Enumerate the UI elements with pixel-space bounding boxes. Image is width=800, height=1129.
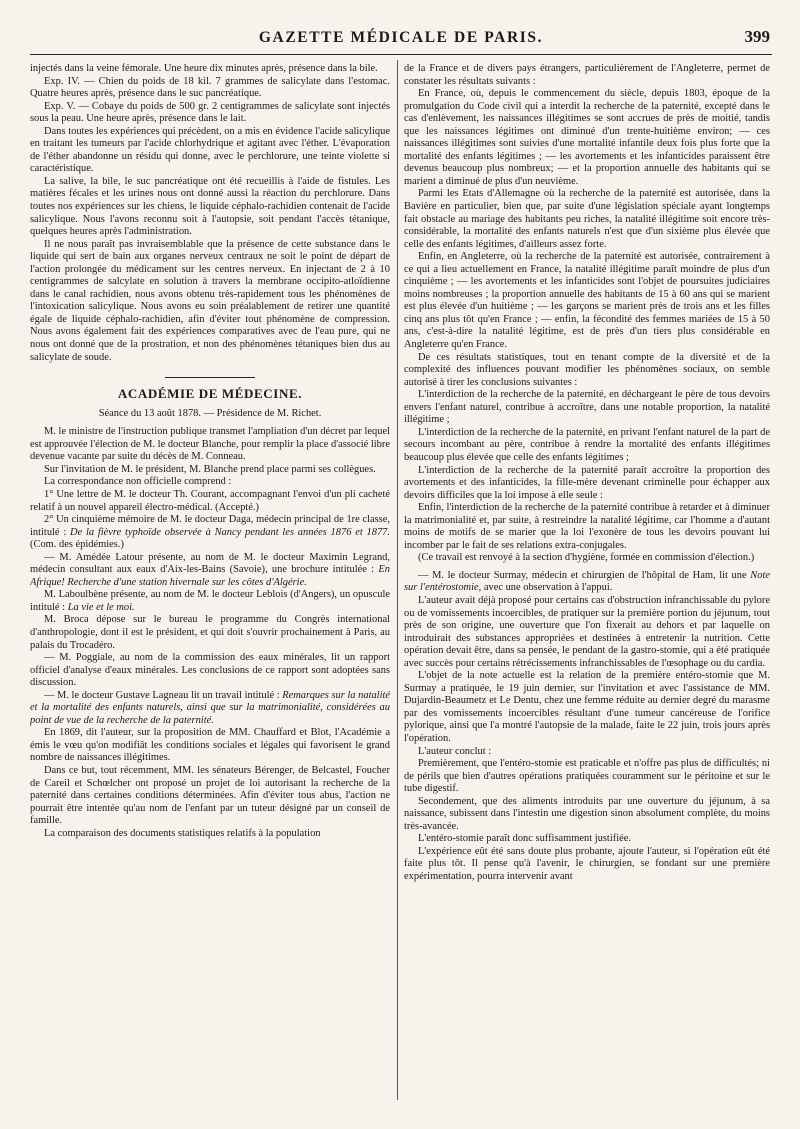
paragraph: De ces résultats statistiques, tout en tenant compte de la diversité et de la complexité des influences pouvant modifier les phénomènes sociaux, on semble autorisé à tirer les conclusions suivantes : [404, 351, 770, 388]
work-title: En Afrique! Recherche d'une station hivernale sur les côtes d'Algérie. [30, 564, 390, 588]
paragraph: L'interdiction de la recherche de la paternité paraît accroître la proportion des avortements et des infanticides, la fille-mère devenant criminelle pour échapper aux devoirs difficiles que la loi impose à elle seule : [404, 464, 770, 501]
paragraph: La comparaison des documents statistiques relatifs à la population [44, 827, 321, 839]
text-run: — M. le docteur Surmay, médecin et chirurgien de l'hôpital de Ham, lit une [418, 569, 751, 581]
paragraph [30, 552, 390, 590]
paragraph: Secondement, que des aliments introduits par une ouverture du jéjunum, à sa naissance, subissent dans l'intestin une digestion sinon absolument complète, du moins très-avancée. [404, 795, 770, 832]
page-header [30, 24, 772, 55]
paragraph [30, 514, 390, 552]
paragraph [404, 570, 770, 595]
paragraph: La salive, la bile, le suc pancréatique ont été recueillis à l'aide de fistules. Les matières fécales et les urines nous ont donné aussi la réaction du perchlorure. Dans toutes nos expériences sur les chiens, le liquide céphalo-rachidien contenait de l'acide salicylique. Nous l'avons reconnu soit à l'autopsie, soit pendant l'accès tétanique, quelques heures après l'administration. [30, 175, 390, 238]
paragraph: L'auteur conclut : [418, 745, 492, 757]
journal-title: GAZETTE MÉDICALE DE PARIS. [258, 29, 544, 46]
paragraph: M. le ministre de l'instruction publique transmet l'ampliation d'un décret par lequel est approuvée l'élection de M. le docteur Blanche, pour remplir la place d'associé libre devenue vacante par suite du décès de M. Conneau. [30, 426, 390, 463]
paragraph: Parmi les Etats d'Allemagne où la recherche de la paternité est autorisée, dans la Bavière en particulier, bien que, par suite d'une législation spéciale ayant longtemps fait obstacle au mariage des habitants peu riches, la natalité illégitime soit encore très-considérable, la mortalité des enfants naturels n'est que d'un sixième plus élevée que celle des enfants légitimes, d'ailleurs assez forte. [404, 188, 770, 250]
text-run: — M. le docteur Gustave Lagneau lit un travail intitulé : [44, 689, 283, 701]
paragraph: Dans toutes les expériences qui précèdent, on a mis en évidence l'acide salicylique en traitant les tumeurs par l'acide chlorhydrique et agitant avec l'éther. L'évaporation de l'éther abandonne un résidu qui donne, avec le perchlorure, une teinte violette si caractéristique. [30, 125, 390, 175]
paragraph: En 1869, dit l'auteur, sur la proposition de MM. Chauffard et Blot, l'Académie a émis le vœu qu'on modifiât les conditions sociales et légales qui favorisent le grand nombre de naissances illégitimes. [30, 727, 390, 764]
paragraph: Exp. V. — Cobaye du poids de 500 gr. 2 centigrammes de salicylate sont injectés sous la peau. Une heure après, présence dans le lait. [30, 100, 390, 125]
text-run: M. Laboulbène présente, au nom de M. le docteur Leblois (d'Angers), un opuscule intitulé : [30, 589, 390, 613]
column-divider [397, 60, 398, 1100]
work-title: Remarques sur la natalité et la mortalité des enfants naturels, ainsi que sur la matrimonialité, considérées au point de vue de la recherche de la paternité. [30, 689, 390, 726]
paragraph: Il ne nous paraît pas invraisemblable que la présence de cette substance dans le liquide qui sert de bain aux organes nerveux centraux ne soit le point de départ de l'action prolongée du médicament sur les centres nerveux. En injectant de 2 à 10 centigrammes de salcylate en solution à travers la membrane occipito-atloïdienne dans le canal rachidien, nous avons obtenu très-rapidement tous les phénomènes de l'intoxication salicylique. Nous avons eu soin préalablement de retirer une quantité égale de liquide céphalo-rachidien, afin d'éviter tout phénomène de compression. Nous avons également fait des expériences comparatives avec de l'eau pure, qui ne nous ont donné que de la prostration, et non des phénomènes tétaniques bien dus au salicylate de soude. [30, 238, 390, 363]
paragraph: 1° Une lettre de M. le docteur Th. Courant, accompagnant l'envoi d'un pli cacheté relatif à un nouvel appareil électro-médical. (Accepté.) [30, 488, 390, 513]
paragraph: La correspondance non officielle comprend : [44, 476, 232, 488]
paragraph [30, 690, 390, 728]
paragraph: Enfin, l'interdiction de la recherche de la paternité contribue à retarder et à diminuer la matrimonialité et, par suite, à restreindre la natalité légitime, car l'homme a d'autant moins de motifs de se marier que la loi l'exonère de tous les devoirs pouvant lui incomber par le fait de ses relations extra-conjugales. [404, 502, 770, 551]
paragraph: de la France et de divers pays étrangers, particulièrement de l'Angleterre, permet de constater les résultats suivants : [404, 63, 770, 87]
paragraph: M. Broca dépose sur le bureau le programme du Congrès international d'anthropologie, dont il est le président, et qui doit s'ouvrir prochainement à Paris, au palais du Trocadéro. [30, 614, 390, 651]
paragraph: L'entéro-stomie paraît donc suffisamment justifiée. [418, 833, 631, 845]
text-run: — M. Amédée Latour présente, au nom de M. le docteur Maximin Legrand, médecin consultant aux eaux d'Aix-les-Bains (Savoie), une brochure intitulée : [30, 551, 390, 576]
right-column [404, 63, 770, 1118]
paragraph: L'interdiction de la recherche de la paternité, en déchargeant le père de tous devoirs envers l'enfant naturel, contribue à accroître, dans une notable proportion, la natalité illégitime ; [404, 389, 770, 426]
session-line: Séance du 13 août 1878. — Présidence de M. Richet. [98, 407, 322, 419]
paragraph [30, 589, 390, 614]
page-number: 399 [744, 27, 770, 46]
paragraph: (Ce travail est renvoyé à la section d'hygiène, formée en commission d'élection.) [418, 552, 755, 564]
paragraph: Dans ce but, tout récemment, MM. les sénateurs Bérenger, de Belcastel, Foucher de Careil et Schœlcher ont proposé un projet de loi autorisant la recherche de la paternité dans certaines conditions déterminées. Afin d'éviter tous abus, l'action ne pourrait être intentée qu'au nom de l'enfant par un tuteur désigné par un conseil de famille. [30, 764, 390, 827]
left-column [30, 63, 390, 1118]
section-title: ACADÉMIE DE MÉDECINE. [117, 386, 303, 402]
work-title: Note sur l'entérostomie [404, 569, 770, 594]
text-run: , avec une observation à l'appui. [478, 582, 613, 594]
work-title: La vie et le moi. [67, 601, 135, 613]
paragraph: En France, où, depuis le commencement du siècle, depuis 1803, époque de la promulgation du Code civil qui a interdit la recherche de la paternité, excepté dans le cas d'enlèvement, les naissances illégitimes se sont accrues de près de moitié, tandis que les naissances légitimes ont diminué d'un trente-huitième environ; — ces naissances illégitimes sont suivies d'une mortalité infantile deux fois plus forte que la mortalité des enfants légitimes ; — les avortements et les infanticides paraissent être devenus beaucoup plus nombreux; — et la proportion annuelle des habitants qui se marient a diminué de plus d'un neuvième. [404, 88, 770, 187]
work-title: De la fièvre typhoïde observée à Nancy pendant les années 1876 et 1877. [70, 526, 390, 538]
paragraph: L'expérience eût été sans doute plus probante, ajoute l'auteur, si l'opération eût été faite plus tôt. Il pense qu'à l'avenir, le chirurgien, se fondant sur une première expérimentation, pourra intervenir avant [404, 845, 770, 882]
paragraph: injectés dans la veine fémorale. Une heure dix minutes après, présence dans la bile. [30, 63, 378, 74]
paragraph: L'interdiction de la recherche de la paternité, en privant l'enfant naturel de la part de secours incombant au père, contribue à rendre la mortalité des enfants illégitimes beaucoup plus élevée que celle des enfants légitimes ; [404, 426, 770, 463]
text-run: (Com. des épidémies.) [30, 539, 124, 551]
paragraph: Sur l'invitation de M. le président, M. Blanche prend place parmi ses collègues. [44, 463, 376, 475]
text-run: 2° Un cinquième mémoire de M. le docteur Daga, médecin principal de 1re classe, intitulé : [30, 514, 390, 538]
paragraph: L'auteur avait déjà proposé pour certains cas d'obstruction infranchissable du pylore ou de vomissements incoercibles, de pratiquer sur la première portion du jéjunum, tout près de son origine, une ouverture que l'on fixerait au dehors et par laquelle on introduirait des substances appropriées et destinées à entretenir la nutrition. Cette opération devait être, dans sa pensée, le pendant de la gastro-stomie, qui a été pratiquée avec succès pour certains rétrécissements infranchissables de l'œsophage ou du cardia. [404, 594, 770, 669]
section-rule [165, 377, 255, 378]
paragraph: Exp. IV. — Chien du poids de 18 kil. 7 grammes de salicylate dans l'estomac. Quatre heures après, présence dans le suc pancréatique. [30, 75, 390, 100]
paragraph: L'objet de la note actuelle est la relation de la première entéro-stomie que M. Surmay a pratiquée, le 19 juin dernier, sur l'invitation et avec l'assistance de MM. Dujardin-Beaumetz et Le Dentu, chez une femme réduite au dernier degré du marasme par des vomissements incoercibles résultant d'une tumeur cancéreuse de l'orifice pylorique, ainsi que l'a montré l'autopsie de la malade, faite le 22 juin, trois jours après l'opération. [404, 670, 770, 744]
paragraph: Enfin, en Angleterre, où la recherche de la paternité est autorisée, contrairement à ce qui a lieu actuellement en France, la natalité illégitime paraît moindre de plus d'un cinquième ; — les avortements et les infanticides sont l'objet de poursuites judiciaires moins nombreuses ; la proportion annuelle des habitants de 15 à 60 ans qui se marient est plus élevée d'un huitième ; — les garçons se marient près de trois ans et les filles cinq ans plus tôt qu'en France ; — enfin, la fécondité des femmes mariées de 15 à 50 ans, c'est-à-dire la natalité légitime, est de près d'un tiers plus considérable en Angleterre qu'en France. [404, 251, 770, 351]
paragraph: — M. Poggiale, au nom de la commission des eaux minérales, lit un rapport officiel d'analyse d'eaux minérales. Les conclusions de ce rapport sont adoptées sans discussion. [30, 652, 390, 689]
paragraph: Premièrement, que l'entéro-stomie est praticable et n'offre pas plus de difficultés; ni de périls que bien d'autres opérations pratiquées couramment sur le péritoine et sur le tube digestif. [404, 758, 770, 795]
